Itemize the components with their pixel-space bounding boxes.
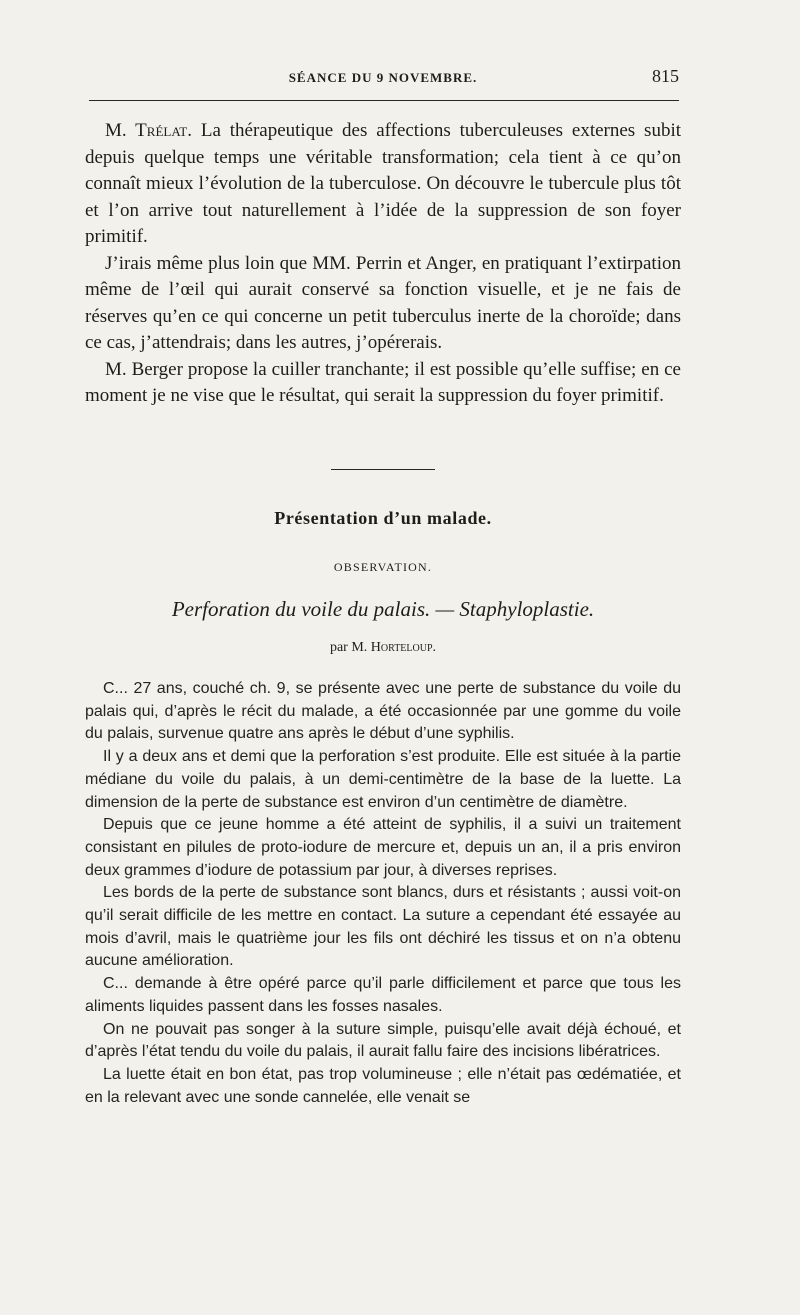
paragraph: Depuis que ce jeune homme a été atteint de syphilis, il a suivi un traitement consistant en pilules de proto-iodure de mercure et, depuis un an, il a pris environ deux grammes d’iodure de potassium par jour, à diverses reprises. <box>85 816 681 879</box>
discussion-text <box>85 118 681 410</box>
header-rule <box>89 100 679 101</box>
running-title: SÉANCE DU 9 NOVEMBRE. <box>288 70 478 85</box>
author-line <box>85 640 681 656</box>
observation-title: Perforation du voile du palais. — Staphyloplastie. <box>171 597 595 621</box>
section-divider <box>331 469 435 470</box>
observation-text <box>85 678 681 1109</box>
paragraph: La luette était en bon état, pas trop volumineuse ; elle n’était pas œdématiée, et en la relevant avec une sonde cannelée, elle venait se <box>85 1065 681 1106</box>
paragraph: Il y a deux ans et demi que la perforation s’est produite. Elle est située à la partie médiane du voile du palais, à un demi-centimètre de la base de la luette. La dimension de la perte de substance est environ d’un centimètre de diamètre. <box>85 748 681 811</box>
paragraph <box>85 118 681 251</box>
paragraph: Les bords de la perte de substance sont blancs, durs et résistants ; aussi voit-on qu’il serait difficile de les mettre en contact. La suture a cependant été essayée au mois d’avril, mais le quatrième jour les fils ont déchiré les tissus et on n’a obtenu aucune amélioration. <box>85 884 681 970</box>
running-head <box>85 66 681 90</box>
paragraph: On ne pouvait pas songer à la suture simple, puisqu’elle avait déjà échoué, et d’après l’état tendu du voile du palais, il aurait fallu faire des incisions libératrices. <box>85 1020 681 1061</box>
page-number: 815 <box>652 66 679 86</box>
paragraph: C... demande à être opéré parce qu’il parle difficilement et parce que tous les aliments liquides passent dans les fosses nasales. <box>85 975 681 1015</box>
speaker-name: M. Trélat. <box>105 120 192 141</box>
author-prefix: par M. <box>329 640 368 655</box>
author-name: Horteloup. <box>370 640 437 655</box>
paragraph: M. Berger propose la cuiller tranchante; il est possible qu’elle suffise; en ce moment je ne vise que le résultat, qui serait la suppression du foyer primitif. <box>85 358 681 406</box>
section-title: Présentation d’un malade. <box>274 508 492 528</box>
observation-label: OBSERVATION. <box>333 560 433 574</box>
paragraph-text: La thérapeutique des affections tuberculeuses externes subit depuis quelque temps une véritable transformation; cela tient à ce qu’on connaît mieux l’évolution de la tuberculose. On découvre le tubercule plus tôt et l’on arrive tout naturellement à l’idée de la suppression de son foyer primitif. <box>85 120 682 247</box>
paragraph: C... 27 ans, couché ch. 9, se présente avec une perte de substance du voile du palais qui, d’après le récit du malade, a été occasionnée par une gomme du voile du palais, survenue quatre ans après le début d’une syphilis. <box>85 680 681 743</box>
paragraph: J’irais même plus loin que MM. Perrin et Anger, en pratiquant l’extirpation même de l’œil qui aurait conservé sa fonction visuelle, et je ne fais de réserves qu’en ce qui concerne un petit tuberculus inerte de la choroïde; dans ce cas, j’attendrais; dans les autres, j’opérerais. <box>85 252 681 353</box>
